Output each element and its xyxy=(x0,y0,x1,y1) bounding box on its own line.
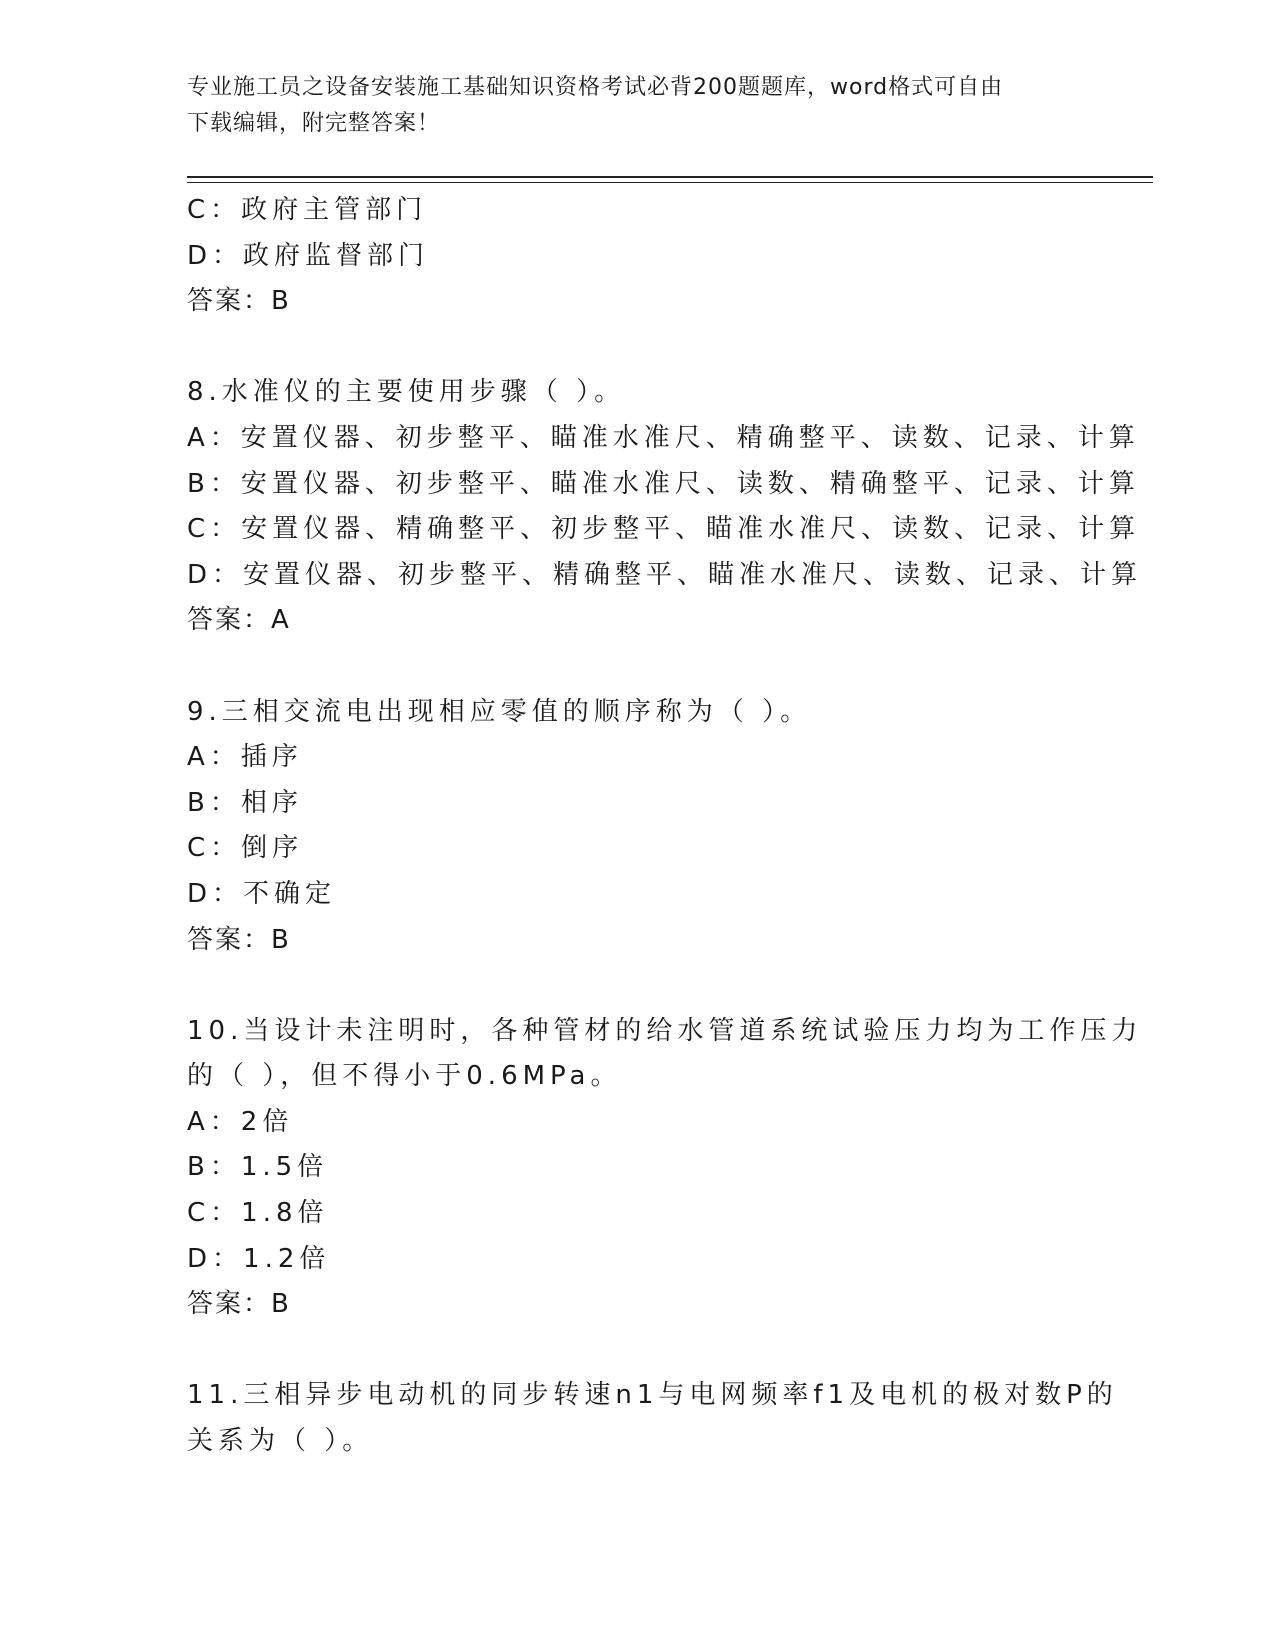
header-line-2: 下载编辑，附完整答案！ xyxy=(187,111,441,136)
option-b: B：1.5倍 xyxy=(187,1152,329,1183)
question-stem: 9.三相交流电出现相应零值的顺序称为（ ）。 xyxy=(187,696,812,727)
answer: 答案：B xyxy=(187,924,291,955)
option-b: B：相序 xyxy=(187,787,303,818)
option-a: A：安置仪器、初步整平、瞄准水准尺、精确整平、读数、记录、计算 xyxy=(187,422,1140,453)
question-10 xyxy=(187,1009,1143,1328)
spacer xyxy=(187,644,1087,690)
option-d: D：1.2倍 xyxy=(187,1243,331,1274)
spacer xyxy=(187,325,1087,371)
option-c: C：安置仪器、精确整平、初步整平、瞄准水准尺、读数、记录、计算 xyxy=(187,514,1141,545)
question-11 xyxy=(187,1373,1118,1464)
header-line-1: 专业施工员之设备安装施工基础知识资格考试必背200题题库，word格式可自由 xyxy=(187,75,1004,100)
option-a: A：插序 xyxy=(187,742,303,773)
question-stem-line-2: 的（ ），但不得小于0.6MPa。 xyxy=(187,1061,622,1092)
spacer xyxy=(187,963,1087,1009)
answer: 答案：B xyxy=(187,286,291,317)
question-stem: 8.水准仪的主要使用步骤（ ）。 xyxy=(187,377,626,408)
option-d: D：政府监督部门 xyxy=(187,240,430,271)
option-c: C：政府主管部门 xyxy=(187,195,428,225)
option-b: B：安置仪器、初步整平、瞄准水准尺、读数、精确整平、记录、计算 xyxy=(187,468,1140,499)
document-header xyxy=(187,70,1087,142)
option-c: C：倒序 xyxy=(187,833,304,864)
option-c: C：1.8倍 xyxy=(187,1198,329,1229)
question-8 xyxy=(187,370,1143,644)
header-divider-thick xyxy=(187,176,1153,178)
question-9 xyxy=(187,690,1087,964)
question-7-tail xyxy=(187,188,1087,325)
question-list xyxy=(187,188,1143,1465)
answer: 答案：A xyxy=(187,605,291,636)
header-divider-thin xyxy=(187,182,1153,183)
option-a: A：2倍 xyxy=(187,1106,294,1137)
option-d: D：不确定 xyxy=(187,878,337,909)
spacer xyxy=(187,1328,1087,1374)
question-stem-line-2: 关系为（ ）。 xyxy=(187,1426,374,1457)
option-d: D：安置仪器、初步整平、精确整平、瞄准水准尺、读数、记录、计算 xyxy=(187,559,1143,590)
question-stem-line-1: 11.三相异步电动机的同步转速n1与电网频率f1及电机的极对数P的 xyxy=(187,1380,1118,1411)
question-stem-line-1: 10.当设计未注明时，各种管材的给水管道系统试验压力均为工作压力 xyxy=(187,1015,1143,1046)
answer: 答案：B xyxy=(187,1289,291,1320)
